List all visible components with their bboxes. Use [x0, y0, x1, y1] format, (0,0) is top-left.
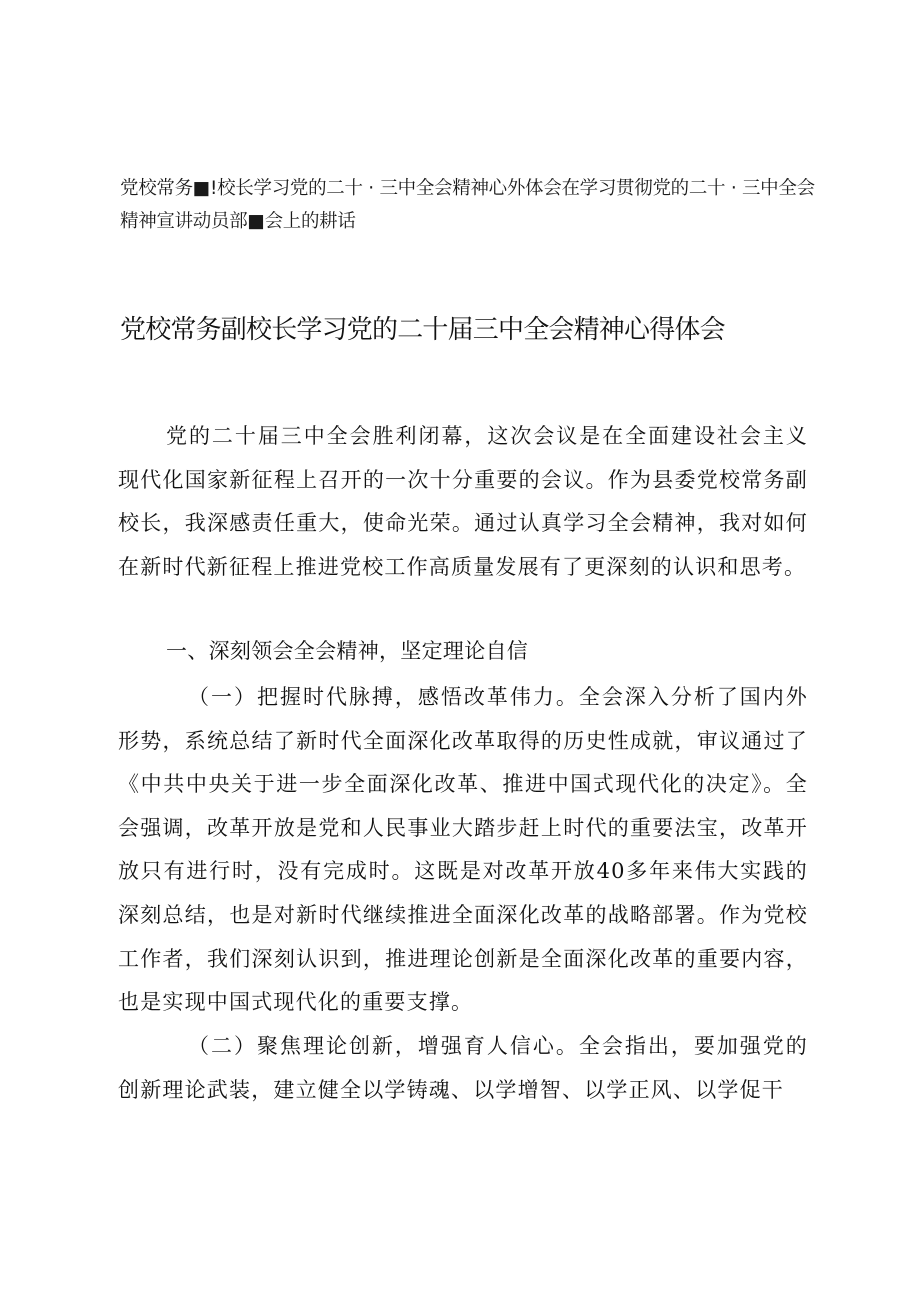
document-main-title: 党校常务副校长学习党的二十届三中全会精神心得体会	[120, 315, 725, 345]
paragraph-intro: 党的二十届三中全会胜利闭幕，这次会议是在全面建设社会主义现代化国家新征程上召开的一次十分重要的会议。作为县委党校常务副校长，我深感责任重大，使命光荣。通过认真学习全会精神，我对如何在新时代新征程上推进党校工作高质量发展有了更深刻的认识和思考。	[118, 424, 808, 579]
document-header-title: 党校常务■!校长学习党的二十 · 三中全会精神心外体会在学习贯彻党的二十 · 三中全会精神宣讲动员部■会上的耕话	[120, 178, 815, 232]
paragraph-subsection-1: （一）把握时代脉搏，感悟改革伟力。全会深入分析了国内外形势，系统总结了新时代全面深化改革取得的历史性成就，审议通过了《中共中央关于进一步全面深化改革、推进中国式现代化的决定》。全会强调，改革开放是党和人民事业大踏步赶上时代的重要法宝，改革开放只有进行时，没有完成时。这既是对改革开放40多年来伟大实践的深刻总结，也是对新时代继续推进全面深化改革的战略部署。作为党校工作者，我们深刻认识到，推进理论创新是全面深化改革的重要内容，也是实现中国式现代化的重要支撑。	[118, 685, 808, 1015]
section-heading-1: 一、深刻领会全会精神，坚定理论自信	[166, 639, 529, 663]
paragraph-subsection-2: （二）聚焦理论创新，增强育人信心。全会指出，要加强党的创新理论武装，建立健全以学铸魂、以学增智、以学正风、以学促干	[118, 1034, 808, 1102]
